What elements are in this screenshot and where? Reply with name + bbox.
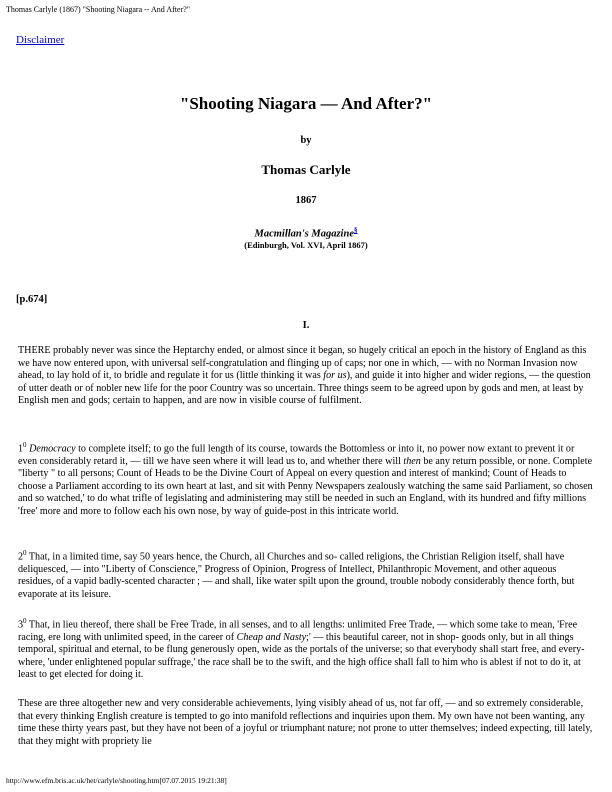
point-number: 1 — [18, 443, 24, 455]
text-span: to complete itself; to go the full length of its course, towards the Bottomless or into it, no power now extant to prevent it or even considerably retard it, — till we have seen where it will lead us to, and whether there will — [18, 443, 575, 467]
running-header: Thomas Carlyle (1867) "Shooting Niagara -- And After?" — [6, 5, 191, 14]
point-number: 2 — [18, 551, 24, 563]
text-span: ;' — this beautiful career, not in shop- goods only, but in all things temporal, spiritual and eternal, to be flung generously open, wide as the portals of the universe; so that everybody shall start free, and every- where, 'under enlightened popular suffrage,' the race shall be to the swift, and the high office shall fall to him who is ablest if not to do it, at least to get elected for doing it. — [18, 631, 585, 681]
article-title: "Shooting Niagara — And After?" — [179, 94, 433, 113]
author-name: Thomas Carlyle — [261, 162, 351, 177]
paragraph-point-3 — [18, 615, 594, 682]
paragraph-intro — [18, 345, 594, 408]
point-number: 3 — [18, 619, 24, 631]
footnote-marker — [354, 226, 358, 234]
page-reference: [p.674] — [16, 294, 48, 305]
emphasis-span: then — [403, 455, 421, 467]
page-footer-url: http://www.efm.bris.ac.uk/het/carlyle/shooting.htm[07.07.2015 19:21:38] — [6, 776, 227, 785]
point-degree: 0 — [23, 617, 27, 625]
disclaimer-link[interactable]: Disclaimer — [16, 34, 65, 46]
text-span: These are three altogether new and very considerable achievements, lying visibly ahead of us, not far off, — and so extremely considerable, that every thinking English creature is tempted to go into manifold reflections and inquiries upon them. My own have not been wanting, any time these thirty years past, but they have not been of a joyful or triumphant nature; not prone to utter themselves; indeed expecting, till lately, that they might with propriety lie — [18, 698, 593, 747]
paragraph-point-1 — [18, 439, 594, 518]
footnote-link[interactable]: § — [353, 226, 358, 234]
paragraph-conclusion — [18, 698, 594, 748]
emphasis-span: Cheap and Nasty — [236, 631, 307, 643]
emphasis-span: for us — [323, 370, 347, 381]
text-span: THERE probably never was since the Heptarchy ended, or almost since it began, so hugely critical an epoch in the history of England as this we have now entered upon, with universal self-congratulation and flinging up of caps; nor one in which, — with no Norman Invasion now ahead, to lay hold of it, to bridle and regulate it for us (little thinking it was — [18, 345, 587, 381]
edition-info: (Edinburgh, Vol. XVI, April 1867) — [244, 240, 368, 250]
emphasis-span: Democracy — [29, 443, 76, 455]
section-heading: I. — [302, 320, 310, 331]
text-span: be any return possible, or none. Complete "liberty " to all persons; Count of Heads to be the Divine Court of Appeal on every question and interest of mankind; Count of Heads to choose a Parliament according to its own heart at last, and sit with Penny Newspapers zealously watching the same said Parliament, so chosen and so watched,' to do what trifle of legislating and administering may still be needed in such an England, with its hundred and fifty millions 'free' more and more to follow each his own nose, by way of guide-post in this intricate world. — [18, 455, 593, 517]
publication-year: 1867 — [295, 195, 317, 206]
magazine-line — [0, 226, 612, 240]
magazine-name: Macmillan's Magazine — [254, 228, 354, 240]
text-span: ), and guide it into higher and wider regions, — the question of utter death or of nobler new life for the poor Country was so uncertain. Three things seem to be agreed upon by gods and men, at least by English men and gods; certain to happen, and are now in visible course of fulfilment. — [18, 370, 591, 406]
byline-by: by — [300, 135, 312, 146]
text-span: That, in a limited time, say 50 years hence, the Church, all Churches and so- called religions, the Christian Religion itself, shall have deliquesced, — into "Liberty of Conscience," Progress of Opinion, Progress of Intellect, Philanthropic Movement, and other aqueous residues, of a vapid badly-scented character ; — and shall, like water spilt upon the ground, trouble nobody considerably thence forth, but evaporate at its leisure. — [18, 551, 575, 600]
point-degree: 0 — [23, 549, 27, 557]
paragraph-point-2 — [18, 547, 594, 601]
point-degree: 0 — [23, 441, 27, 449]
text-span: That, in lieu thereof, there shall be Free Trade, in all senses, and to all lengths: unlimited Free Trade, — which some take to mean, 'Free racing, ere long with unlimited speed, in the career of — [18, 619, 578, 643]
